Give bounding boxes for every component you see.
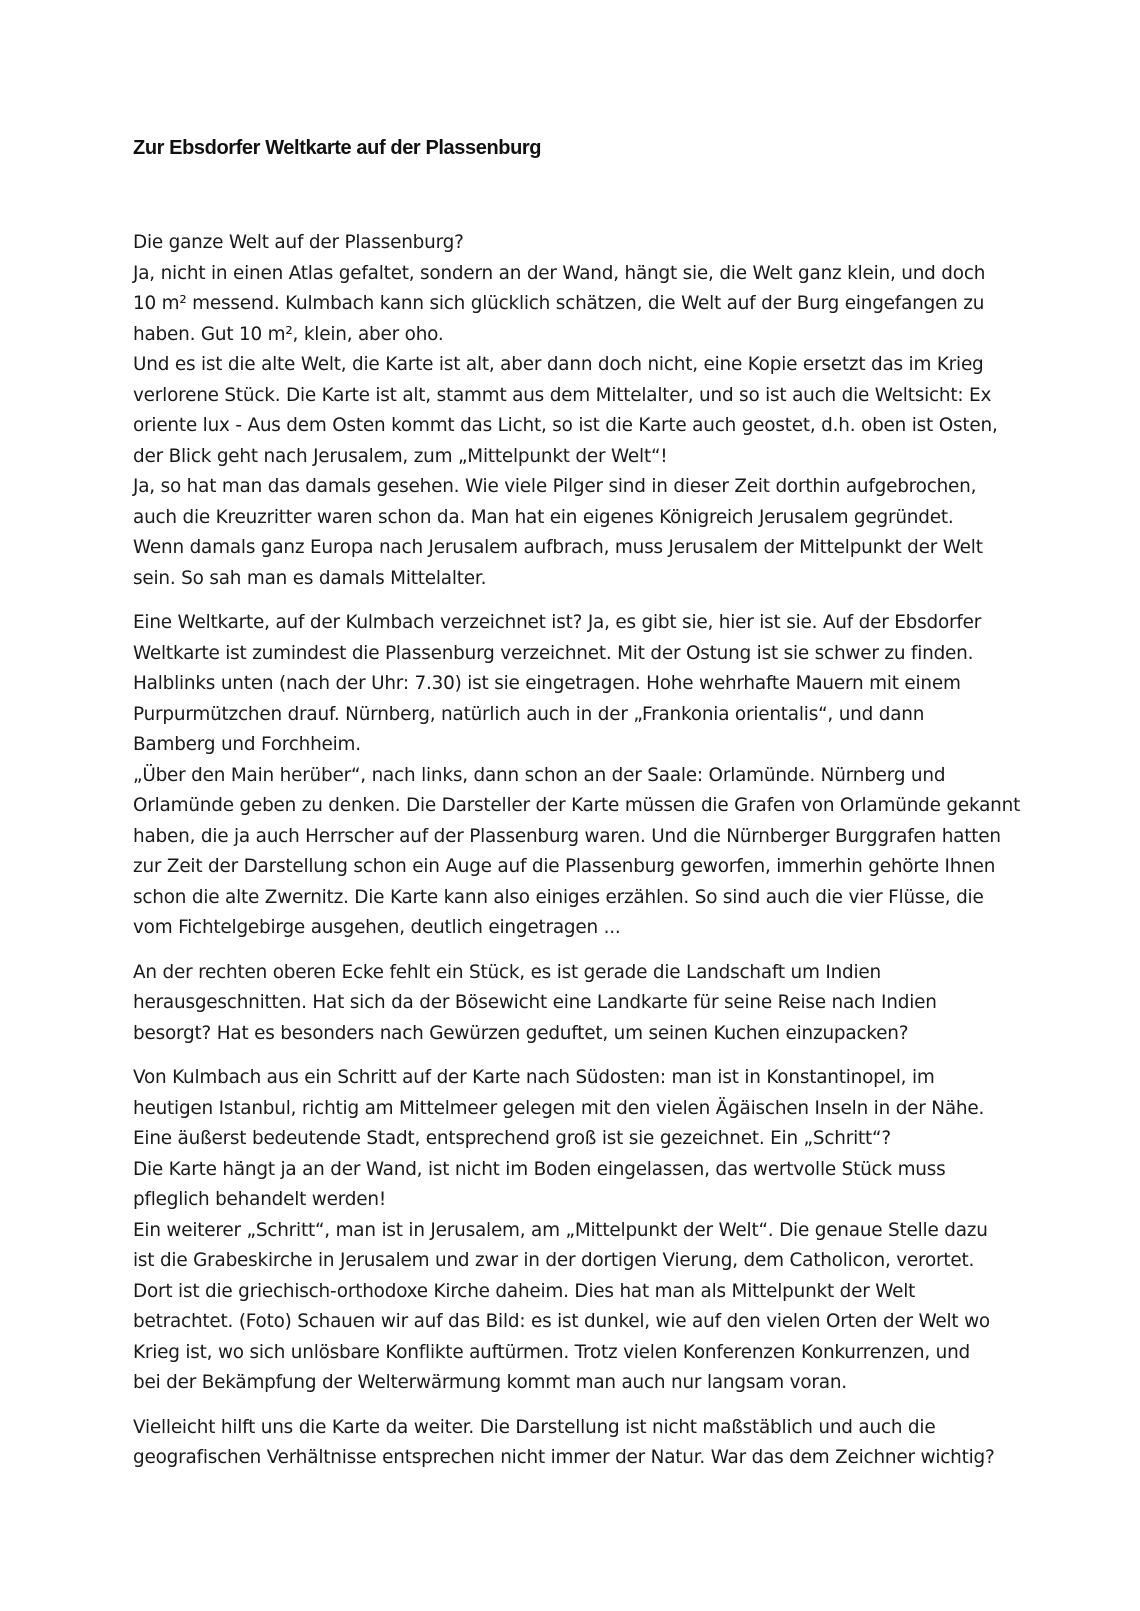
text-line: An der rechten oberen Ecke fehlt ein Stück, es ist gerade die Landschaft um Indien xyxy=(133,961,881,983)
text-line: bei der Bekämpfung der Welterwärmung kommt man auch nur langsam voran. xyxy=(133,1372,847,1393)
text-line: der Blick geht nach Jerusalem, zum „Mittelpunkt der Welt“! xyxy=(133,445,668,467)
text-line: Von Kulmbach aus ein Schritt auf der Karte nach Südosten: man ist in Konstantinopel, im xyxy=(133,1067,935,1088)
text-line: Weltkarte ist zumindest die Plassenburg verzeichnet. Mit der Ostung ist sie schwer zu finden. xyxy=(133,642,974,664)
text-line: schon die alte Zwernitz. Die Karte kann also einiges erzählen. So sind auch die vier Flüsse, die xyxy=(133,886,984,908)
paragraph xyxy=(133,608,1021,944)
text-line: Die ganze Welt auf der Plassenburg? xyxy=(133,232,464,253)
text-line: sein. So sah man es damals Mittelalter. xyxy=(133,567,487,589)
text-line: haben, die ja auch Herrscher auf der Plassenburg waren. Und die Nürnberger Burggrafen hatten xyxy=(133,825,1001,847)
text-line: geografischen Verhältnisse entsprechen nicht immer der Natur. War das dem Zeichner wichtig? xyxy=(133,1447,995,1468)
text-line: oriente lux - Aus dem Osten kommt das Licht, so ist die Karte auch geostet, d.h. oben ist Osten, xyxy=(133,415,998,436)
text-line: vom Fichtelgebirge ausgehen, deutlich eingetragen ... xyxy=(133,917,621,938)
text-line: besorgt? Hat es besonders nach Gewürzen geduftet, um seinen Kuchen einzupacken? xyxy=(133,1022,909,1044)
text-line: herausgeschnitten. Hat sich da der Bösewicht eine Landkarte für seine Reise nach Indien xyxy=(133,992,937,1013)
text-line: Krieg ist, wo sich unlösbare Konflikte auftürmen. Trotz vielen Konferenzen Konkurrenzen, und xyxy=(133,1341,971,1363)
text-line: ist die Grabeskirche in Jerusalem und zwar in der dortigen Vierung, dem Catholicon, verortet. xyxy=(133,1250,975,1271)
text-line: Orlamünde geben zu denken. Die Darsteller der Karte müssen die Grafen von Orlamünde gekannt xyxy=(133,795,1021,816)
text-line: auch die Kreuzritter waren schon da. Man hat ein eigenes Königreich Jerusalem gegründet. xyxy=(133,506,954,528)
text-line: heutigen Istanbul, richtig am Mittelmeer gelegen mit den vielen Ägäischen Inseln in der Nähe. xyxy=(133,1097,985,1119)
document-title: Zur Ebsdorfer Weltkarte auf der Plassenburg xyxy=(133,137,542,159)
text-line: Dort ist die griechisch-orthodoxe Kirche daheim. Dies hat man als Mittelpunkt der Welt xyxy=(133,1280,916,1302)
text-line: zur Zeit der Darstellung schon ein Auge auf die Plassenburg geworfen, immerhin gehörte Ihnen xyxy=(133,856,996,877)
text-line: Die Karte hängt ja an der Wand, ist nicht im Boden eingelassen, das wertvolle Stück muss xyxy=(133,1158,946,1180)
text-line: pfleglich behandelt werden! xyxy=(133,1189,387,1210)
text-line: Eine Weltkarte, auf der Kulmbach verzeichnet ist? Ja, es gibt sie, hier ist sie. Auf der Ebsdorfer xyxy=(133,612,982,633)
paragraph xyxy=(133,1413,1013,1474)
text-line: betrachtet. (Foto) Schauen wir auf das Bild: es ist dunkel, wie auf den vielen Orten der Welt wo xyxy=(133,1311,990,1332)
text-line: Eine äußerst bedeutende Stadt, entsprechend groß ist sie gezeichnet. Ein „Schritt“? xyxy=(133,1128,891,1149)
text-line: Und es ist die alte Welt, die Karte ist alt, aber dann doch nicht, eine Kopie ersetzt das im Krieg xyxy=(133,354,984,375)
document-body xyxy=(133,228,1021,1474)
text-line: Halblinks unten (nach der Uhr: 7.30) ist sie eingetragen. Hohe wehrhafte Mauern mit einem xyxy=(133,673,961,694)
paragraph xyxy=(133,1063,1013,1399)
text-line: Vielleicht hilft uns die Karte da weiter. Die Darstellung ist nicht maßstäblich und auch die xyxy=(133,1416,936,1438)
text-line: Bamberg und Forchheim. xyxy=(133,734,361,755)
paragraph xyxy=(133,958,1013,1050)
text-line: 10 m² messend. Kulmbach kann sich glücklich schätzen, die Welt auf der Burg eingefangen zu xyxy=(133,293,985,314)
text-line: haben. Gut 10 m², klein, aber oho. xyxy=(133,323,444,345)
text-line: Purpurmützchen drauf. Nürnberg, natürlich auch in der „Frankonia orientalis“, und dann xyxy=(133,703,925,725)
text-line: Ja, so hat man das damals gesehen. Wie viele Pilger sind in dieser Zeit dorthin aufgebrochen, xyxy=(133,476,977,497)
text-line: Ja, nicht in einen Atlas gefaltet, sondern an der Wand, hängt sie, die Welt ganz klein, und doch xyxy=(133,262,986,284)
paragraph xyxy=(133,228,1013,594)
text-line: verlorene Stück. Die Karte ist alt, stammt aus dem Mittelalter, und so ist auch die Weltsicht: Ex xyxy=(133,384,992,406)
text-line: „Über den Main herüber“, nach links, dann schon an der Saale: Orlamünde. Nürnberg und xyxy=(133,764,946,786)
text-line: Ein weiterer „Schritt“, man ist in Jerusalem, am „Mittelpunkt der Welt“. Die genaue Stelle dazu xyxy=(133,1219,988,1241)
text-line: Wenn damals ganz Europa nach Jerusalem aufbrach, muss Jerusalem der Mittelpunkt der Welt xyxy=(133,537,983,558)
